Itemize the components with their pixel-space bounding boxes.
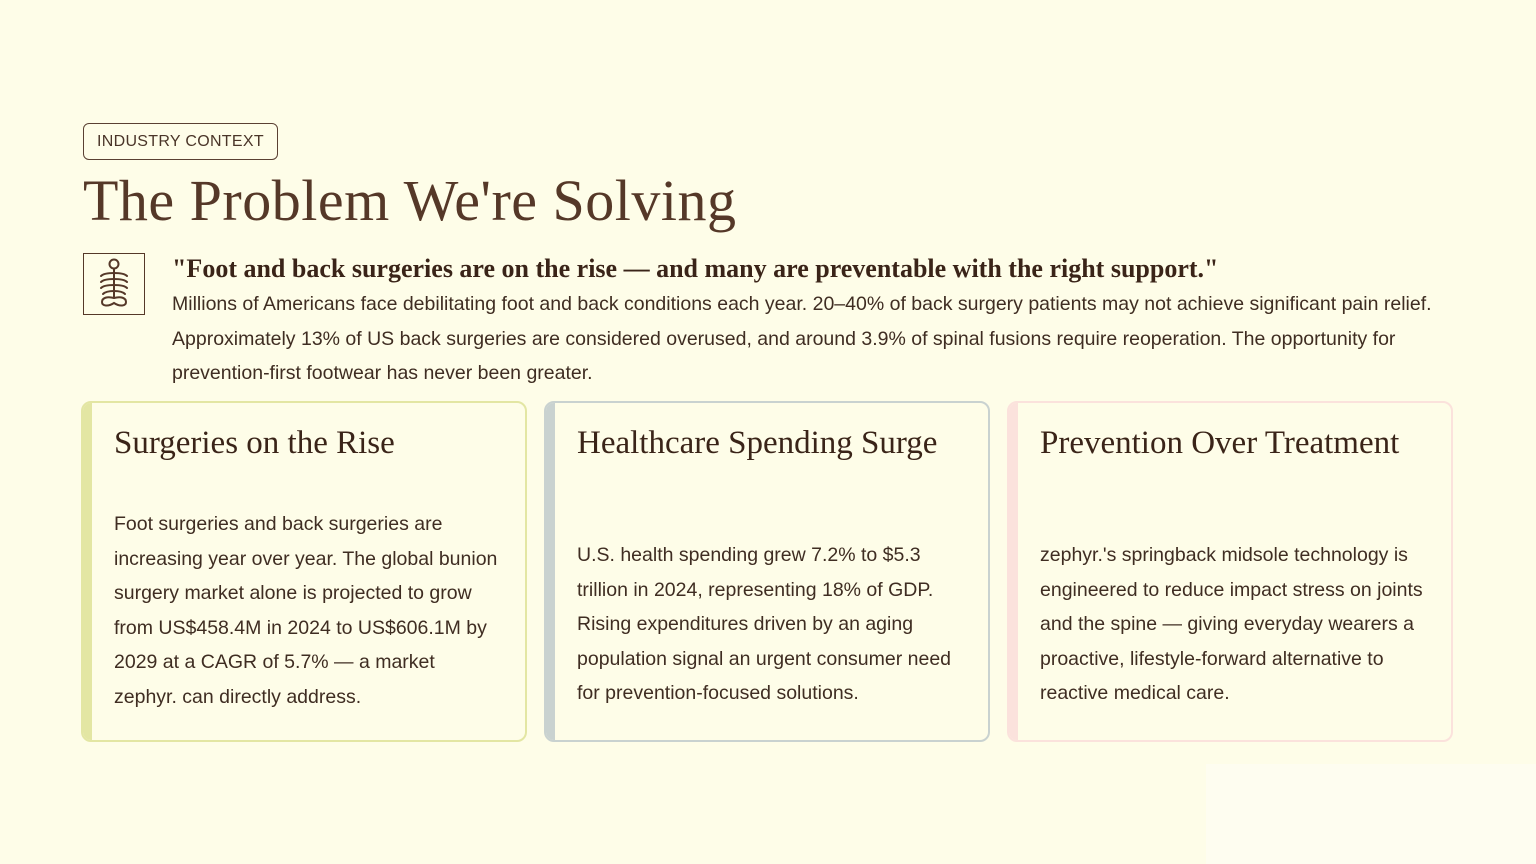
card-title: Prevention Over Treatment — [1040, 425, 1400, 461]
card-title: Surgeries on the Rise — [114, 425, 395, 461]
card-title: Healthcare Spending Surge — [577, 425, 938, 461]
page-title: The Problem We're Solving — [83, 168, 737, 233]
pull-quote: "Foot and back surgeries are on the rise — and many are preventable with the right support." — [172, 254, 1219, 283]
corner-highlight — [1206, 764, 1536, 864]
section-tag: INDUSTRY CONTEXT — [83, 123, 278, 160]
card-accent-bar — [546, 403, 555, 740]
card-body: U.S. health spending grew 7.2% to $5.3 trillion in 2024, representing 18% of GDP. Rising expenditures driven by an aging population signal an urgent consumer need for prevention-focused solutions. — [577, 544, 952, 704]
card-body: Foot surgeries and back surgeries are increasing year over year. The global bunion surgery market alone is projected to grow from US$458.4M in 2024 to US$606.1M by 2029 at a CAGR of 5.7% — a market zephyr. can directly address. — [114, 513, 498, 708]
skeleton-spine-icon — [83, 253, 145, 315]
card-prevention-over-treatment — [1007, 401, 1453, 742]
card-healthcare-spending-surge — [544, 401, 990, 742]
card-accent-bar — [1009, 403, 1018, 740]
card-surgeries-on-the-rise — [81, 401, 527, 742]
card-accent-bar — [83, 403, 92, 740]
card-body: zephyr.'s springback midsole technology is engineered to reduce impact stress on joints and the spine — giving everyday wearers a proactive, lifestyle-forward alternative to reactive medical care. — [1040, 544, 1423, 704]
intro-paragraph: Millions of Americans face debilitating foot and back conditions each year. 20–40% of back surgery patients may not achieve significant pain relief. Approximately 13% of US back surgeries are considered overused, and around 3.9% of spinal fusions require reoperation. The opportunity for prevention-first footwear has never been greater. — [172, 293, 1432, 384]
